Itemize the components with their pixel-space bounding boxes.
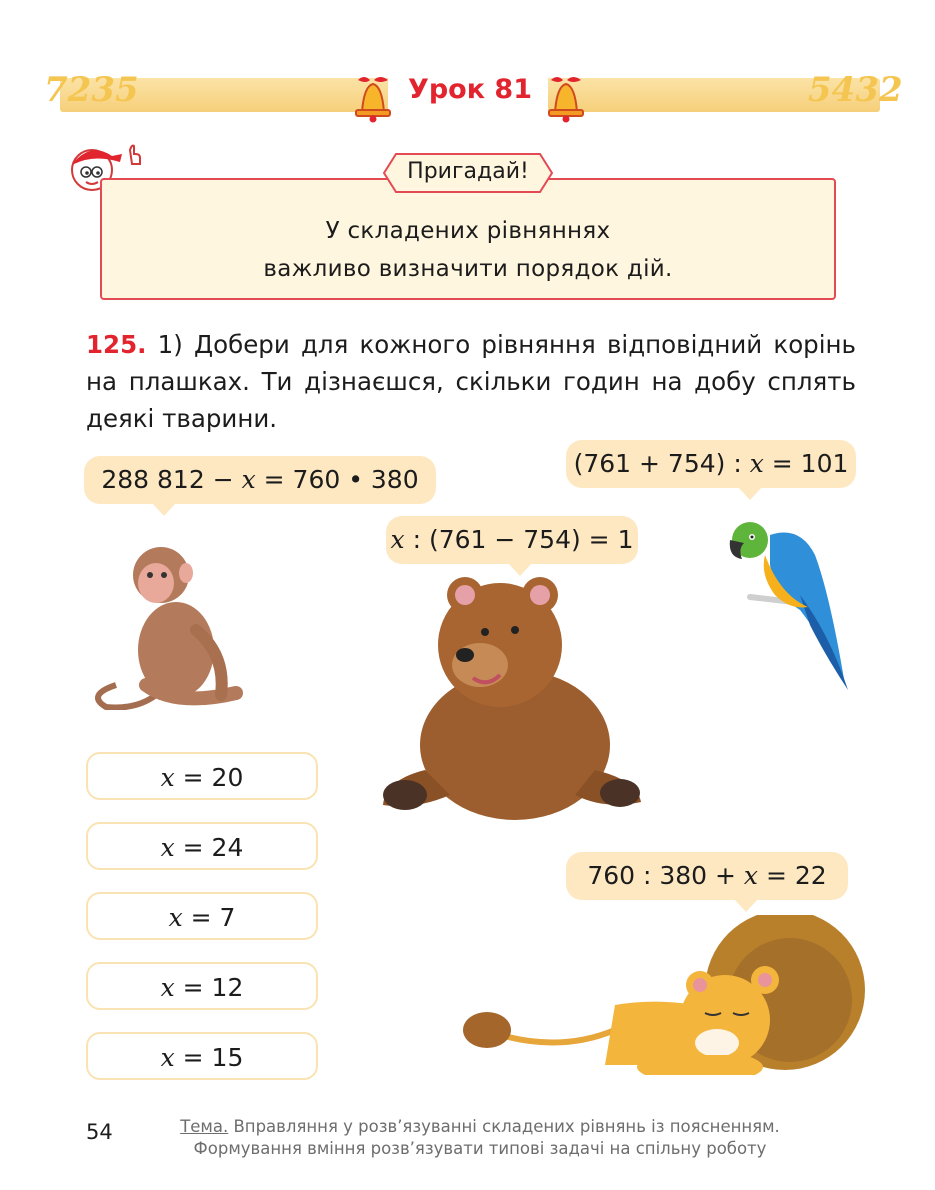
equation-bubble: x : (761 − 754) = 1 [386, 516, 638, 564]
remember-text [100, 212, 836, 288]
answer-plate[interactable]: x = 12 [86, 962, 318, 1010]
task-statement [86, 326, 856, 437]
topic-label: Тема. [180, 1117, 229, 1136]
equation-bubble: 288 812 − x = 760 • 380 [84, 456, 436, 504]
lion-illustration [455, 915, 885, 1080]
bell-icon [350, 72, 396, 124]
lesson-topic [160, 1116, 800, 1160]
page-number: 54 [86, 1120, 113, 1144]
bell-icon [543, 72, 589, 124]
topic-line: Вправляння у розв’язуванні складених рівнянь із поясненням. [228, 1117, 780, 1136]
answer-plate[interactable]: x = 7 [86, 892, 318, 940]
decorative-numbers-right: 5432 [808, 70, 903, 110]
answer-plate[interactable]: x = 24 [86, 822, 318, 870]
remember-tag-label: Пригадай! [407, 159, 529, 184]
equation-bubble: (761 + 754) : x = 101 [566, 440, 856, 488]
remember-line: У складених рівняннях [325, 218, 611, 244]
equation-bubble: 760 : 380 + x = 22 [566, 852, 848, 900]
parrot-illustration [720, 515, 860, 695]
lesson-title: Урок 81 [408, 74, 532, 105]
remember-line: важливо визначити порядок дій. [263, 256, 673, 282]
bear-illustration [375, 570, 650, 825]
task-text: 1) Добери для кожного рівняння відповідний корінь на плашках. Ти дізнаєшся, скільки годин на добу сплять деякі тварини. [86, 330, 856, 433]
task-number: 125. [86, 330, 147, 359]
answer-plate[interactable]: x = 15 [86, 1032, 318, 1080]
decorative-numbers-left: 7235 [44, 70, 139, 110]
topic-line: Формування вміння розв’язувати типові задачі на спільну роботу [193, 1139, 767, 1158]
answer-plate[interactable]: x = 20 [86, 752, 318, 800]
monkey-illustration [86, 535, 246, 710]
